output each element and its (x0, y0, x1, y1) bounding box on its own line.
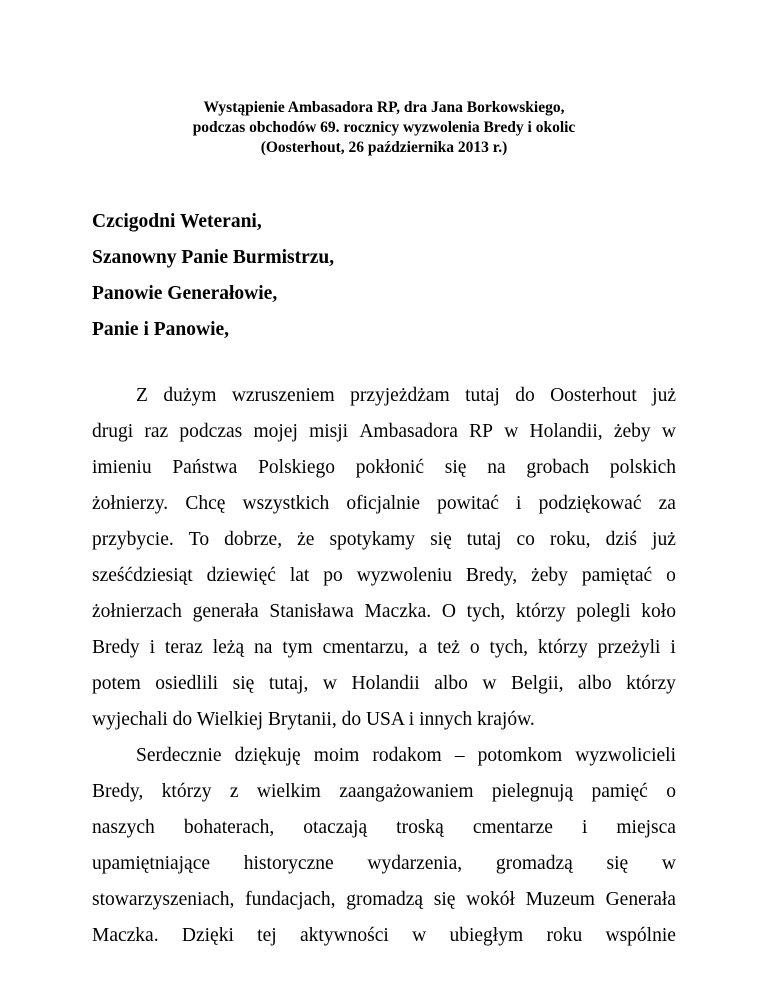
word: ubiegłym (449, 925, 524, 946)
word: też (437, 637, 460, 658)
word: misji (309, 421, 349, 442)
word: pamiętać (581, 565, 653, 586)
word: stowarzyszeniach, (92, 889, 235, 910)
word: za (658, 493, 676, 514)
word: po (323, 565, 343, 586)
word: aktywności (299, 925, 389, 946)
word: wzruszeniem (231, 385, 335, 406)
word: teraz (164, 637, 203, 658)
word: Z (136, 385, 148, 406)
word: tej (257, 925, 277, 946)
word: tym (282, 637, 313, 658)
word: gromadzą (495, 853, 573, 874)
word: pamięć (591, 781, 648, 802)
paragraph-1-line (92, 666, 676, 702)
paragraph-1-line (92, 378, 676, 414)
word: grobach (526, 457, 590, 478)
speech-header (60, 98, 708, 158)
word: wydarzenia, (367, 853, 463, 874)
paragraph-2-line (92, 774, 676, 810)
header-line-3: (Oosterhout, 26 października 2013 r.) (260, 139, 508, 156)
word: cmentarze (472, 817, 553, 838)
word: dużym (163, 385, 217, 406)
word: upamiętniające (92, 853, 211, 874)
word: żeby (531, 565, 568, 586)
word: polskich (609, 457, 676, 478)
word: którzy (515, 601, 566, 622)
word: Serdecznie (136, 745, 222, 766)
word: się (444, 457, 467, 478)
word: O (441, 601, 456, 622)
paragraph-2-line (92, 882, 676, 918)
word: raz (144, 421, 169, 442)
word: moim (313, 745, 360, 766)
word: sześćdziesiąt (92, 565, 193, 586)
word: fundacjach, (245, 889, 336, 910)
word: roku (546, 925, 583, 946)
word: Polskiego (258, 457, 336, 478)
word: koło (641, 601, 676, 622)
word: Maczka. (92, 925, 159, 946)
word: w (661, 421, 676, 442)
word: Dzięki (181, 925, 234, 946)
word: Belgii, (510, 673, 564, 694)
word: o (469, 637, 480, 658)
word: podziękować (538, 493, 642, 514)
salutation-generals: Panowie Generałowie, (92, 283, 278, 304)
word: się (433, 889, 456, 910)
paragraph-2-line (92, 918, 676, 954)
word: dziewięć (206, 565, 276, 586)
word: na (487, 457, 506, 478)
word: zaangażowaniem (339, 781, 474, 802)
word: że (297, 529, 315, 550)
word: tych, (466, 601, 506, 622)
word: Ambasadora (359, 421, 458, 442)
word: mojej (253, 421, 298, 442)
word: w (412, 925, 427, 946)
paragraph-2-line (92, 846, 676, 882)
word: Bredy (92, 637, 140, 658)
speech-body (92, 378, 676, 954)
word: podczas (179, 421, 243, 442)
word: cmentarzu, (322, 637, 409, 658)
word: – (454, 745, 465, 766)
word: i (670, 637, 676, 658)
word: w (504, 421, 519, 442)
word: wyzwolicieli (575, 745, 676, 766)
word: drugi (92, 421, 134, 442)
salutations (92, 204, 334, 348)
word: którzy (626, 673, 676, 694)
paragraph-1-line (92, 558, 676, 594)
word: przeżyli (597, 637, 661, 658)
paragraph-1-line: wyjechali do Wielkiej Brytanii, do USA i innych krajów. (92, 709, 535, 730)
word: się (430, 529, 452, 550)
word: roku, (549, 529, 591, 550)
salutation-mayor: Szanowny Panie Burmistrzu, (92, 247, 335, 268)
word: tutaj, (268, 673, 309, 694)
word: tutaj (466, 529, 502, 550)
word: pokłonić (355, 457, 425, 478)
word: wielkim (256, 781, 321, 802)
word: a (418, 637, 428, 658)
word: miejsca (616, 817, 676, 838)
word: osiedlili (155, 673, 219, 694)
word: Chcę (185, 493, 226, 514)
word: dziękuję (234, 745, 301, 766)
paragraph-1-line (92, 594, 676, 630)
word: spotykamy (329, 529, 416, 550)
word: Holandii, (529, 421, 603, 442)
word: pielegnują (491, 781, 574, 802)
word: oficjalnie (346, 493, 420, 514)
word: i (149, 637, 155, 658)
word: naszych (92, 817, 155, 838)
word: wspólnie (605, 925, 676, 946)
word: tutaj (465, 385, 500, 406)
word: wszystkich (242, 493, 330, 514)
word: do (515, 385, 535, 406)
word: tych, (489, 637, 528, 658)
word: się (232, 673, 255, 694)
word: żołnierzy. (92, 493, 169, 514)
word: albo (578, 673, 612, 694)
paragraph-1-line (92, 414, 676, 450)
word: gromadzą (346, 889, 424, 910)
paragraph-1-line (92, 450, 676, 486)
word: dziś (605, 529, 637, 550)
word: w (482, 673, 497, 694)
word: którzy (161, 781, 212, 802)
word: polegli (576, 601, 631, 622)
word: potomkom (477, 745, 563, 766)
word: otaczają (303, 817, 368, 838)
word: na (254, 637, 273, 658)
word: Bredy, (465, 565, 518, 586)
word: żołnierzach (92, 601, 182, 622)
word: co (516, 529, 535, 550)
word: żeby (613, 421, 651, 442)
word: bohaterach, (183, 817, 275, 838)
word: generała (192, 601, 259, 622)
word: leżą (212, 637, 245, 658)
word: historyczne (243, 853, 334, 874)
word: i (581, 817, 588, 838)
word: Bredy, (92, 781, 144, 802)
word: imieniu (92, 457, 152, 478)
word: dobrze, (224, 529, 283, 550)
paragraph-2-line (92, 738, 676, 774)
salutation-veterans: Czcigodni Weterani, (92, 211, 262, 232)
word: już (652, 385, 676, 406)
word: To (188, 529, 210, 550)
paragraph-1-line (92, 630, 676, 666)
word: lat (289, 565, 310, 586)
paragraph-2-line (92, 810, 676, 846)
word: którzy (537, 637, 588, 658)
word: i (516, 493, 522, 514)
paragraph-1-line (92, 486, 676, 522)
word: albo (434, 673, 468, 694)
word: z (229, 781, 239, 802)
word: rodakom (372, 745, 442, 766)
word: Muzeum (525, 889, 595, 910)
word: w (322, 673, 337, 694)
word: wokół (466, 889, 515, 910)
word: się (606, 853, 629, 874)
word: Generała (605, 889, 676, 910)
word: przybycie. (92, 529, 174, 550)
word: o (666, 781, 676, 802)
word: już (652, 529, 676, 550)
word: Maczka. (364, 601, 432, 622)
paragraph-1-line (92, 522, 676, 558)
header-line-1: Wystąpienie Ambasadora RP, dra Jana Borkowskiego, (203, 99, 565, 116)
word: troską (396, 817, 444, 838)
word: RP (469, 421, 493, 442)
word: potem (92, 673, 141, 694)
salutation-ladies-gentlemen: Panie i Panowie, (92, 319, 230, 340)
word: Holandii (351, 673, 420, 694)
word: Oosterhout (550, 385, 637, 406)
word: wyzwoleniu (356, 565, 452, 586)
word: o (666, 565, 676, 586)
header-line-2: podczas obchodów 69. rocznicy wyzwolenia Bredy i okolic (192, 119, 576, 136)
word: Państwa (172, 457, 238, 478)
word: Stanisława (269, 601, 354, 622)
word: w (661, 853, 676, 874)
word: przyjeżdżam (350, 385, 450, 406)
word: powitać (437, 493, 499, 514)
